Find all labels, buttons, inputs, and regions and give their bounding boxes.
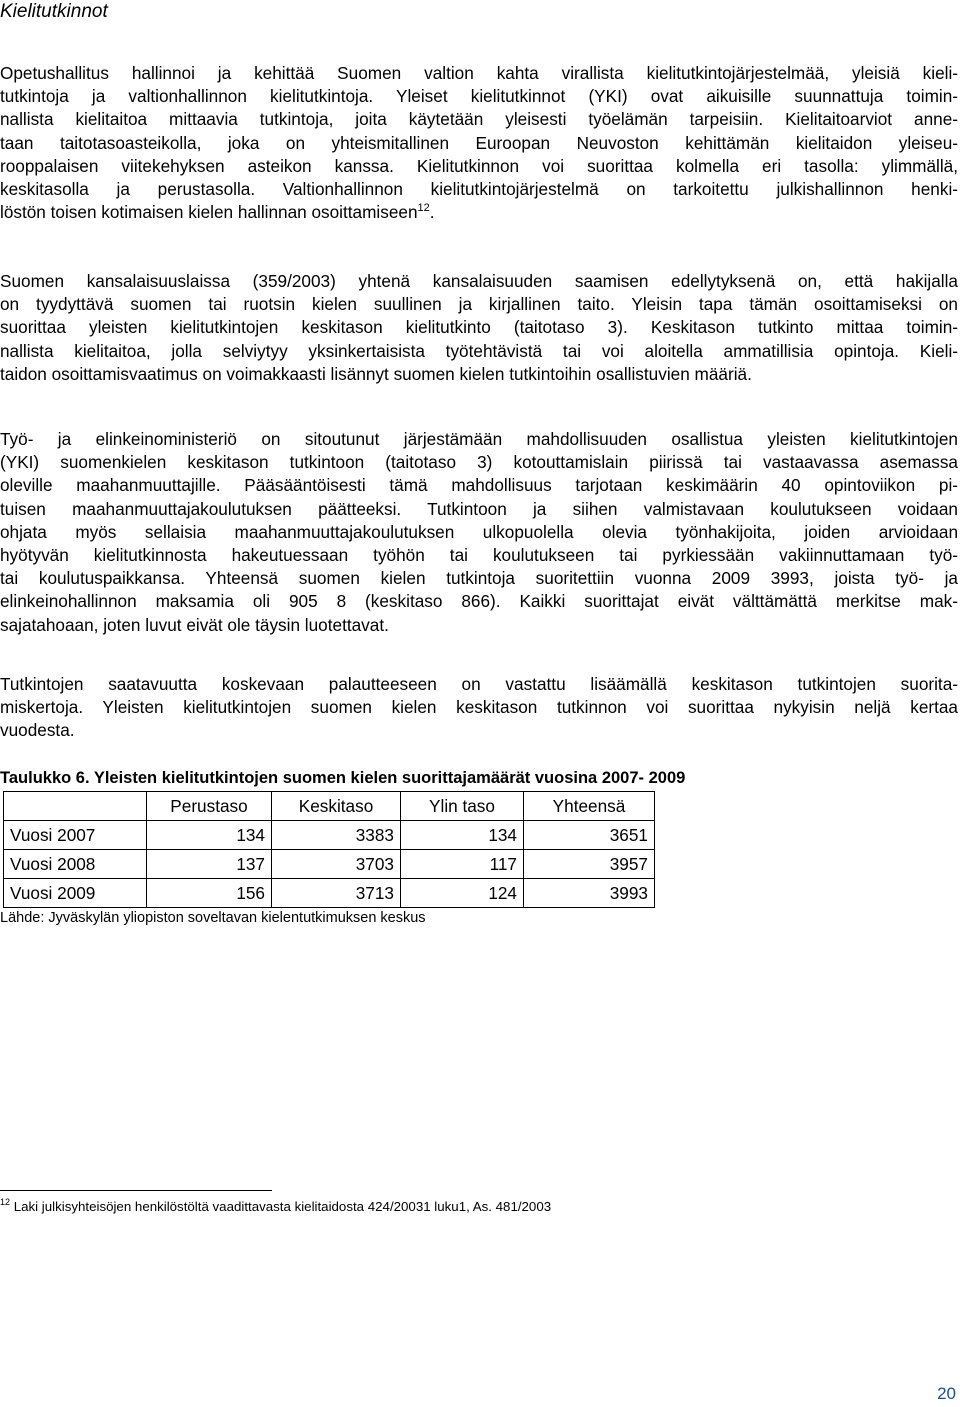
- paragraph-line: Suomen kansalaisuuslaissa (359/2003) yhtenä kansalaisuuden saamisen edellytyksenä on, että hakijalla: [0, 271, 958, 291]
- footnote: [0, 1198, 551, 1216]
- table-cell: 3993: [524, 879, 655, 908]
- paragraph-line: vuodesta.: [0, 720, 75, 741]
- section-heading: Kielitutkinnot: [0, 1, 108, 22]
- paragraph-line: rooppalaisen viitekehyksen asteikon kanssa. Kielitutkinnon voi suorittaa kolmella eri tasolla: ylimmällä,: [0, 155, 958, 176]
- paragraph-line: taidon osoittamisvaatimus on voimakkaasti lisännyt suomen kielen tutkintoihin osallistuvien määriä.: [0, 363, 752, 384]
- paragraph-4: [0, 673, 958, 743]
- table-cell: 134: [401, 821, 524, 850]
- header-cell-yhteensa: Yhteensä: [524, 792, 655, 821]
- row-label: Vuosi 2007: [4, 821, 147, 850]
- table-row: [4, 850, 655, 879]
- paragraph-1: [0, 62, 958, 224]
- table-cell: 3713: [272, 879, 401, 908]
- paragraph-line: suorittaa yleisten kielitutkintojen keskitason kielitutkinto (taitotaso 3). Keskitason tutkinto mittaa toimin-: [0, 317, 958, 338]
- paragraph-line: hyötyvän kielitutkinnosta hakeutuessaan työhön tai koulutukseen tai pyrkiessään vakiinnuttamaan työ-: [0, 545, 958, 566]
- row-label: Vuosi 2008: [4, 850, 147, 879]
- paragraph-line: Opetushallitus hallinnoi ja kehittää Suomen valtion kahta virallista kielitutkintojärjestelmää, yleisiä kieli-: [0, 63, 958, 83]
- table-cell: 3957: [524, 850, 655, 879]
- paragraph-line: tuisen maahanmuuttajakoulutuksen päätteeksi. Tutkintoon ja siihen valmistavaan koulutukseen voidaan: [0, 498, 958, 519]
- page-number: 20: [937, 1384, 956, 1403]
- paragraph-line: (YKI) suomenkielen keskitason tutkintoon (taitotaso 3) kotouttamislain piirissä tai vastaavassa asemassa: [0, 452, 958, 473]
- paragraph-2: [0, 270, 958, 386]
- paragraph-line: tutkintoja ja valtionhallinnon kielitutkintoja. Yleiset kielitutkinnot (YKI) ovat aikuisille suunnattuja toimin-: [0, 86, 958, 107]
- paragraph-line-tail: .: [429, 202, 435, 223]
- table-source: Lähde: Jyväskylän yliopiston soveltavan kielentutkimuksen keskus: [0, 910, 426, 926]
- footnote-number: 12: [0, 1197, 11, 1207]
- paragraph-3: [0, 428, 958, 637]
- paragraph-line-text: löstön toisen kotimaisen kielen hallinnan osoittamiseen: [0, 202, 418, 223]
- table-cell: 137: [147, 850, 272, 879]
- table-cell: 3383: [272, 821, 401, 850]
- table-row: [4, 821, 655, 850]
- paragraph-line: ohjata myös sellaisia maahanmuuttajakoulutuksen ulkopuolella olevia työnhakijoita, joiden arvioidaan: [0, 521, 958, 542]
- table-header-row: [4, 792, 655, 821]
- table-cell: 3651: [524, 821, 655, 850]
- table-cell: 117: [401, 850, 524, 879]
- footnote-reference[interactable]: 12: [417, 202, 430, 215]
- paragraph-line: Työ- ja elinkeinoministeriö on sitoutunut järjestämään mahdollisuuden osallistua yleisten kielitutkintojen: [0, 429, 958, 449]
- row-label: Vuosi 2009: [4, 879, 147, 908]
- table-row: [4, 879, 655, 908]
- table-caption: Taulukko 6. Yleisten kielitutkintojen suomen kielen suorittajamäärät vuosina 2007- 2009: [0, 769, 686, 787]
- stats-table: [3, 791, 655, 908]
- paragraph-line: taan taitotasoasteikolla, joka on yhteismitallinen Euroopan Neuvoston kehittämän kielitaidon yleiseu-: [0, 132, 958, 153]
- paragraph-line: nallista kielitaitoa, jolla selviytyy yksinkertaisista työtehtävistä tai voi aloitella ammatillisia opintoja. Kieli-: [0, 340, 958, 361]
- table-cell: 124: [401, 879, 524, 908]
- paragraph-line: keskitasolla ja perustasolla. Valtionhallinnon kielitutkintojärjestelmä on tarkoitettu julkishallinnon henki-: [0, 179, 958, 200]
- paragraph-line: elinkeinohallinnon maksamia oli 905 8 (keskitaso 866). Kaikki suorittajat eivät välttämättä merkitse mak-: [0, 591, 958, 612]
- footnote-divider: [0, 1190, 272, 1191]
- paragraph-line: tai koulutuspaikkansa. Yhteensä suomen kielen tutkintoja suoritettiin vuonna 2009 3993, joista työ- ja: [0, 568, 958, 589]
- header-cell-ylin-taso: Ylin taso: [401, 792, 524, 821]
- header-cell-empty: [4, 792, 147, 821]
- paragraph-line: oleville maahanmuuttajille. Pääsääntöisesti tämä mahdollisuus tarjotaan keskimäärin 40 opintoviikon pi-: [0, 475, 958, 496]
- paragraph-line-last: [0, 201, 958, 224]
- table-cell: 134: [147, 821, 272, 850]
- header-cell-perustaso: Perustaso: [147, 792, 272, 821]
- paragraph-line: on tyydyttävä suomen tai ruotsin kielen suullinen ja kirjallinen taito. Yleisin tapa tämän osoittamiseksi on: [0, 294, 958, 315]
- paragraph-line: Tutkintojen saatavuutta koskevaan palautteeseen on vastattu lisäämällä keskitason tutkintojen suorita-: [0, 674, 958, 694]
- paragraph-line: nallista kielitaitoa mittaavia tutkintoja, joita käytetään yleisesti työelämän tarpeisiin. Kielitaitoarviot anne-: [0, 109, 958, 130]
- footnote-text: Laki julkisyhteisöjen henkilöstöltä vaadittavasta kielitaidosta 424/20031 luku1, As. 481/2003: [10, 1199, 552, 1214]
- paragraph-line: sajatahoaan, joten luvut eivät ole täysin luotettavat.: [0, 614, 389, 635]
- paragraph-line: miskertoja. Yleisten kielitutkintojen suomen kielen keskitason tutkinnon voi suorittaa nykyisin neljä kertaa: [0, 697, 958, 718]
- table-cell: 156: [147, 879, 272, 908]
- header-cell-keskitaso: Keskitaso: [272, 792, 401, 821]
- table-cell: 3703: [272, 850, 401, 879]
